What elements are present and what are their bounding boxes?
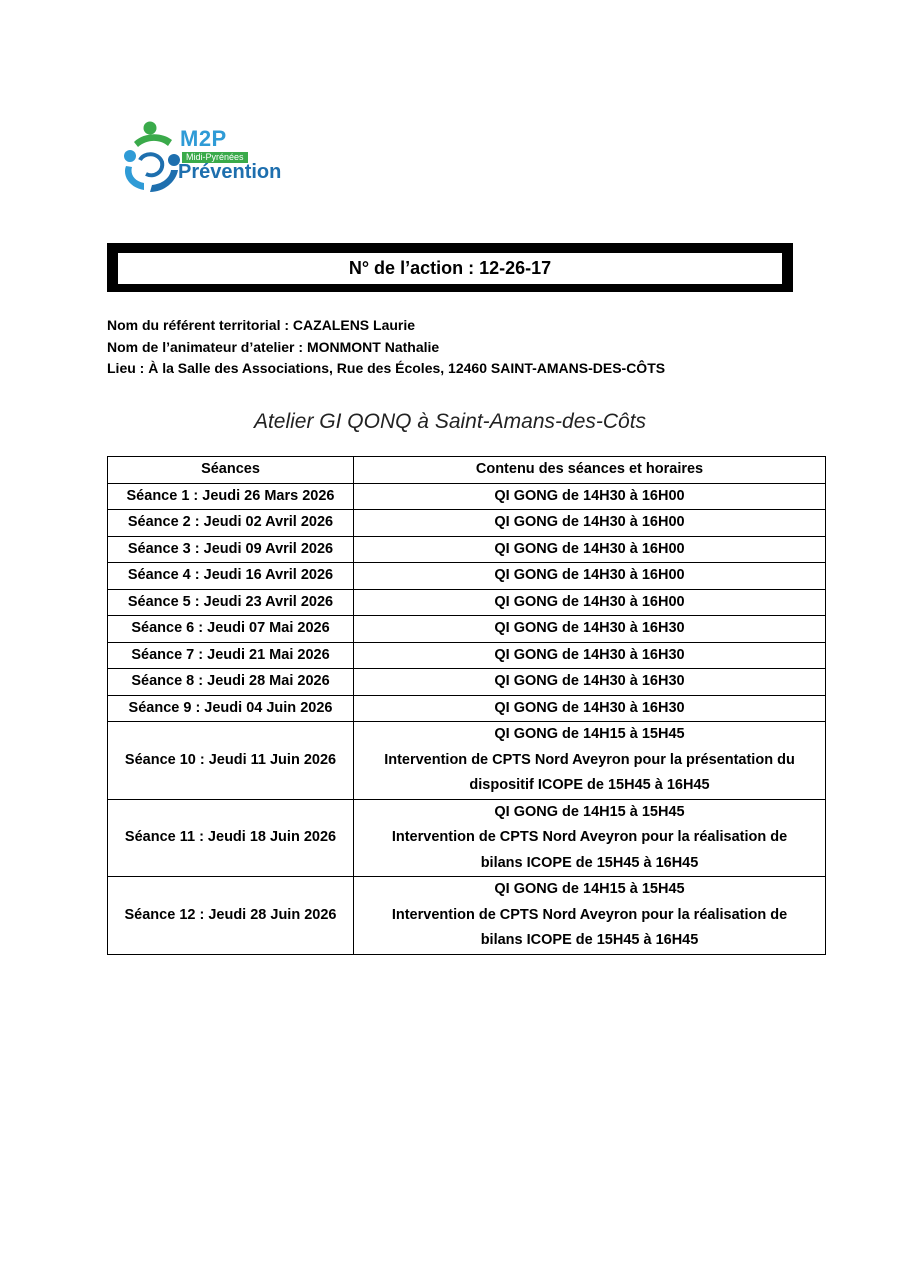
content-line: QI GONG de 14H30 à 16H00 [494,514,685,530]
content-cell [354,510,826,537]
session-cell: Séance 12 : Jeudi 28 Juin 2026 [108,877,354,955]
content-line: QI GONG de 14H30 à 16H00 [494,593,685,610]
content-line: QI GONG de 14H15 à 15H45 [494,881,685,897]
content-cell [354,799,826,877]
content-cell [354,722,826,800]
table-row [108,722,826,800]
logo-title: M2P [180,126,227,151]
table-header-row [108,457,826,484]
session-cell: Séance 11 : Jeudi 18 Juin 2026 [108,799,354,877]
content-line: QI GONG de 14H30 à 16H00 [494,567,685,583]
logo-subtitle: Prévention [178,161,282,183]
action-number: N° de l’action : 12-26-17 [117,252,783,285]
content-line: QI GONG de 14H30 à 16H30 [494,646,685,663]
session-cell: Séance 5 : Jeudi 23 Avril 2026 [108,589,354,616]
table-row [108,563,826,590]
content-line: Intervention de CPTS Nord Aveyron pour la réalisation de [391,906,788,923]
content-line: QI GONG de 14H15 à 15H45 [494,726,685,742]
session-cell: Séance 9 : Jeudi 04 Juin 2026 [108,695,354,722]
table-row [108,695,826,722]
people-circle-icon [120,120,182,196]
table-row [108,799,826,877]
content-cell [354,695,826,722]
content-line: QI GONG de 14H30 à 16H00 [494,487,685,504]
header-sessions: Séances [108,457,354,484]
lieu-line: Lieu : À la Salle des Associations, Rue des Écoles, 12460 SAINT-AMANS-DES-CÔTS [107,360,666,376]
content-cell [354,536,826,563]
action-number-box [107,243,793,292]
content-line: QI GONG de 14H30 à 16H30 [494,673,685,689]
animateur-line: Nom de l’animateur d’atelier : MONMONT Nathalie [107,338,440,355]
session-cell: Séance 8 : Jeudi 28 Mai 2026 [108,669,354,696]
table-row [108,589,826,616]
session-cell: Séance 3 : Jeudi 09 Avril 2026 [108,536,354,563]
table-row [108,669,826,696]
content-line: QI GONG de 14H30 à 16H30 [494,699,685,716]
session-cell: Séance 10 : Jeudi 11 Juin 2026 [108,722,354,800]
workshop-title: Atelier GI QONQ à Saint-Amans-des-Côts [253,410,647,433]
table-row [108,483,826,510]
content-cell [354,563,826,590]
session-cell: Séance 4 : Jeudi 16 Avril 2026 [108,563,354,590]
table-row [108,510,826,537]
table-row [108,877,826,955]
content-line: bilans ICOPE de 15H45 à 16H45 [480,932,699,948]
content-line: QI GONG de 14H30 à 16H30 [494,620,685,636]
content-cell [354,483,826,510]
table-row [108,616,826,643]
session-cell: Séance 1 : Jeudi 26 Mars 2026 [108,483,354,510]
logo [120,120,310,200]
session-cell: Séance 2 : Jeudi 02 Avril 2026 [108,510,354,537]
content-line: bilans ICOPE de 15H45 à 16H45 [480,854,699,871]
table-row [108,642,826,669]
logo-region: Midi-Pyrénées [182,152,248,163]
referent-line: Nom du référent territorial : CAZALENS Laurie [107,317,416,333]
content-line: QI GONG de 14H15 à 15H45 [494,803,685,820]
table-row [108,536,826,563]
content-cell [354,669,826,696]
header-content: Contenu des séances et horaires [354,457,826,484]
content-cell [354,877,826,955]
session-cell: Séance 7 : Jeudi 21 Mai 2026 [108,642,354,669]
content-line: dispositif ICOPE de 15H45 à 16H45 [469,777,710,793]
content-cell [354,642,826,669]
content-line: QI GONG de 14H30 à 16H00 [494,540,685,557]
info-block [107,315,665,380]
content-line: Intervention de CPTS Nord Aveyron pour la présentation du [384,751,795,768]
schedule-table [107,456,826,955]
content-cell [354,616,826,643]
session-cell: Séance 6 : Jeudi 07 Mai 2026 [108,616,354,643]
content-cell [354,589,826,616]
content-line: Intervention de CPTS Nord Aveyron pour la réalisation de [391,829,788,845]
